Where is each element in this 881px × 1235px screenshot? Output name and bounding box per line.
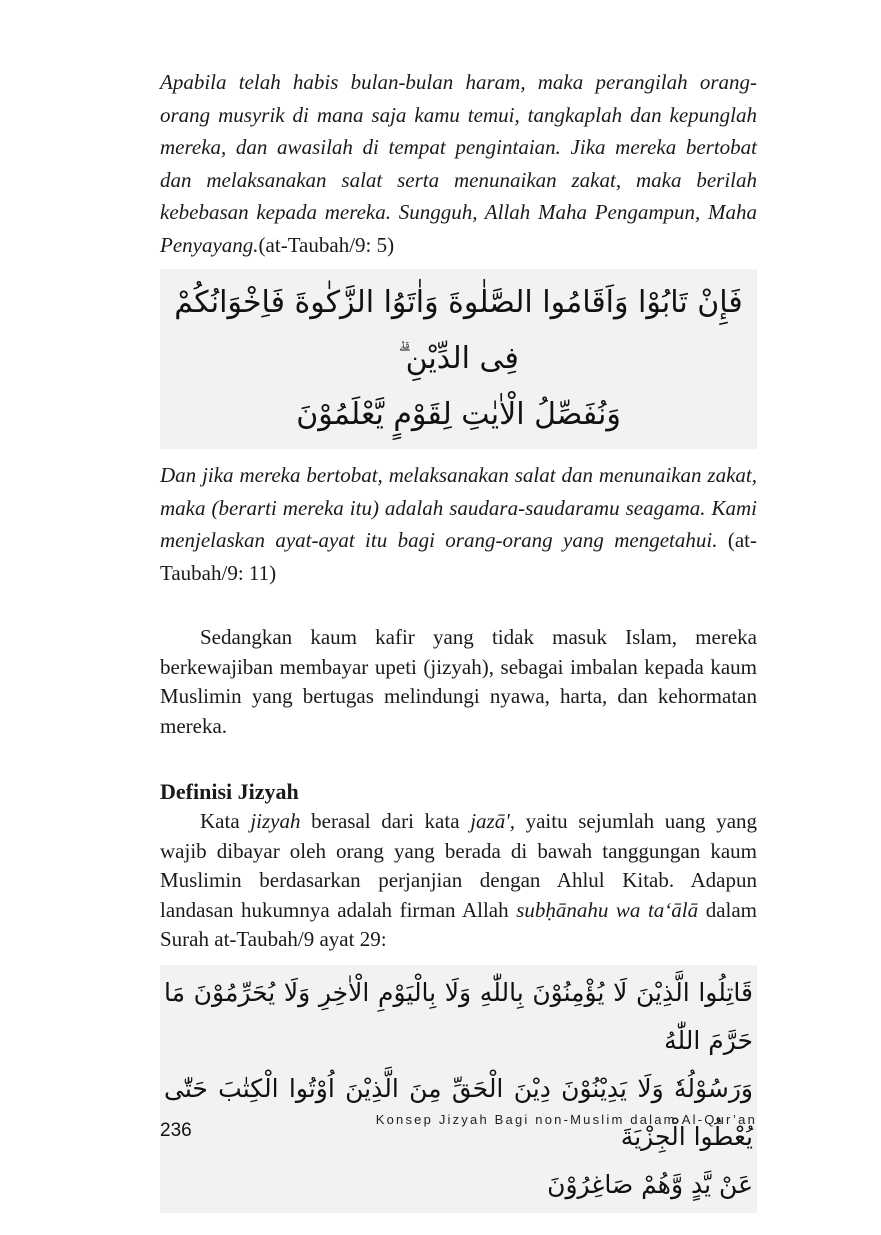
quote1-translation bbox=[160, 66, 757, 261]
quote2-arabic-box bbox=[160, 269, 757, 449]
definisi-text-3: yaitu sejumlah uang yang wajib dibayar oleh orang yang berada di bawah tanggungan kaum Muslimin berdasarkan perjanjian dengan Ahlul Kitab. Adapun landasan hukumnya adalah firman Allah bbox=[160, 809, 758, 922]
quote3-arabic-line: قَاتِلُوا الَّذِيْنَ لَا يُؤْمِنُوْنَ بِاللّٰهِ وَلَا بِالْيَوْمِ الْاٰخِرِ وَلَا يُحَرِّمُوْنَ مَا حَرَّمَ اللّٰهُ bbox=[164, 977, 753, 1055]
quote2-translation bbox=[160, 459, 757, 589]
definisi-text-1: Kata bbox=[200, 809, 240, 833]
paragraph-definisi bbox=[160, 807, 757, 955]
page-number: 236 bbox=[160, 1120, 192, 1141]
section-heading: Definisi Jizyah bbox=[160, 779, 299, 804]
term-jaza: jazā', bbox=[470, 809, 515, 833]
quote3-arabic-box bbox=[160, 965, 757, 1213]
page-body bbox=[160, 66, 757, 1213]
quote3-arabic-line: وَرَسُوْلُهٗ وَلَا يَدِيْنُوْنَ دِيْنَ الْحَقِّ مِنَ الَّذِيْنَ اُوْتُوا الْكِتٰبَ حَتّٰى يُعْطُوا الْجِزْيَةَ bbox=[164, 1073, 753, 1151]
quote3-arabic-line: عَنْ يَّدٍ وَّهُمْ صَاغِرُوْنَ bbox=[547, 1169, 753, 1199]
quote1-reference: (at-Taubah/9: 5) bbox=[258, 232, 395, 257]
quote1-translation-text: Apabila telah habis bulan-bulan haram, maka perangilah orang-orang musyrik di mana saja kamu temui, tangkaplah dan kepunglah mereka, dan awasilah di tempat pengintaian. Jika mereka bertobat dan melaksanakan salat serta menunaikan zakat, maka berilah kebebasan kepada mereka. Sungguh, Allah Maha Pengampun, Maha Penyayang. bbox=[160, 70, 757, 257]
quote2-arabic-line: وَنُفَصِّلُ الْاٰيٰتِ لِقَوْمٍ يَّعْلَمُوْنَ bbox=[296, 397, 621, 432]
definisi-text-2: berasal dari kata bbox=[311, 809, 460, 833]
term-subhanahu: subḥānahu wa ta‘ālā bbox=[516, 897, 699, 922]
quote2-translation-text: Dan jika mereka bertobat, melaksanakan salat dan menunaikan zakat, maka (berarti mereka itu) adalah saudara-saudaramu seagama. Kami menjelaskan ayat-ayat itu bagi orang-orang yang mengetahui. bbox=[160, 463, 757, 552]
running-title: Konsep Jizyah Bagi non-Muslim dalam Al-Qur’an bbox=[375, 1112, 757, 1127]
term-jizyah: jizyah bbox=[250, 809, 301, 833]
quote2-arabic-line: فَإِنْ تَابُوْا وَاَقَامُوا الصَّلٰوةَ وَاٰتَوُا الزَّكٰوةَ فَاِخْوَانُكُمْ فِى الدِّيْنِ ۗ bbox=[174, 285, 743, 376]
paragraph-kafir: Sedangkan kaum kafir yang tidak masuk Islam, mereka berkewajiban membayar upeti (jizyah), sebagai imbalan kepada kaum Muslimin yang bertugas melindungi nyawa, harta, dan kehormatan mereka. bbox=[160, 625, 757, 738]
quote2-reference: (at-Taubah/9: 11) bbox=[160, 528, 757, 585]
definisi-text-4: dalam Surah at-Taubah/9 ayat 29: bbox=[160, 897, 758, 951]
